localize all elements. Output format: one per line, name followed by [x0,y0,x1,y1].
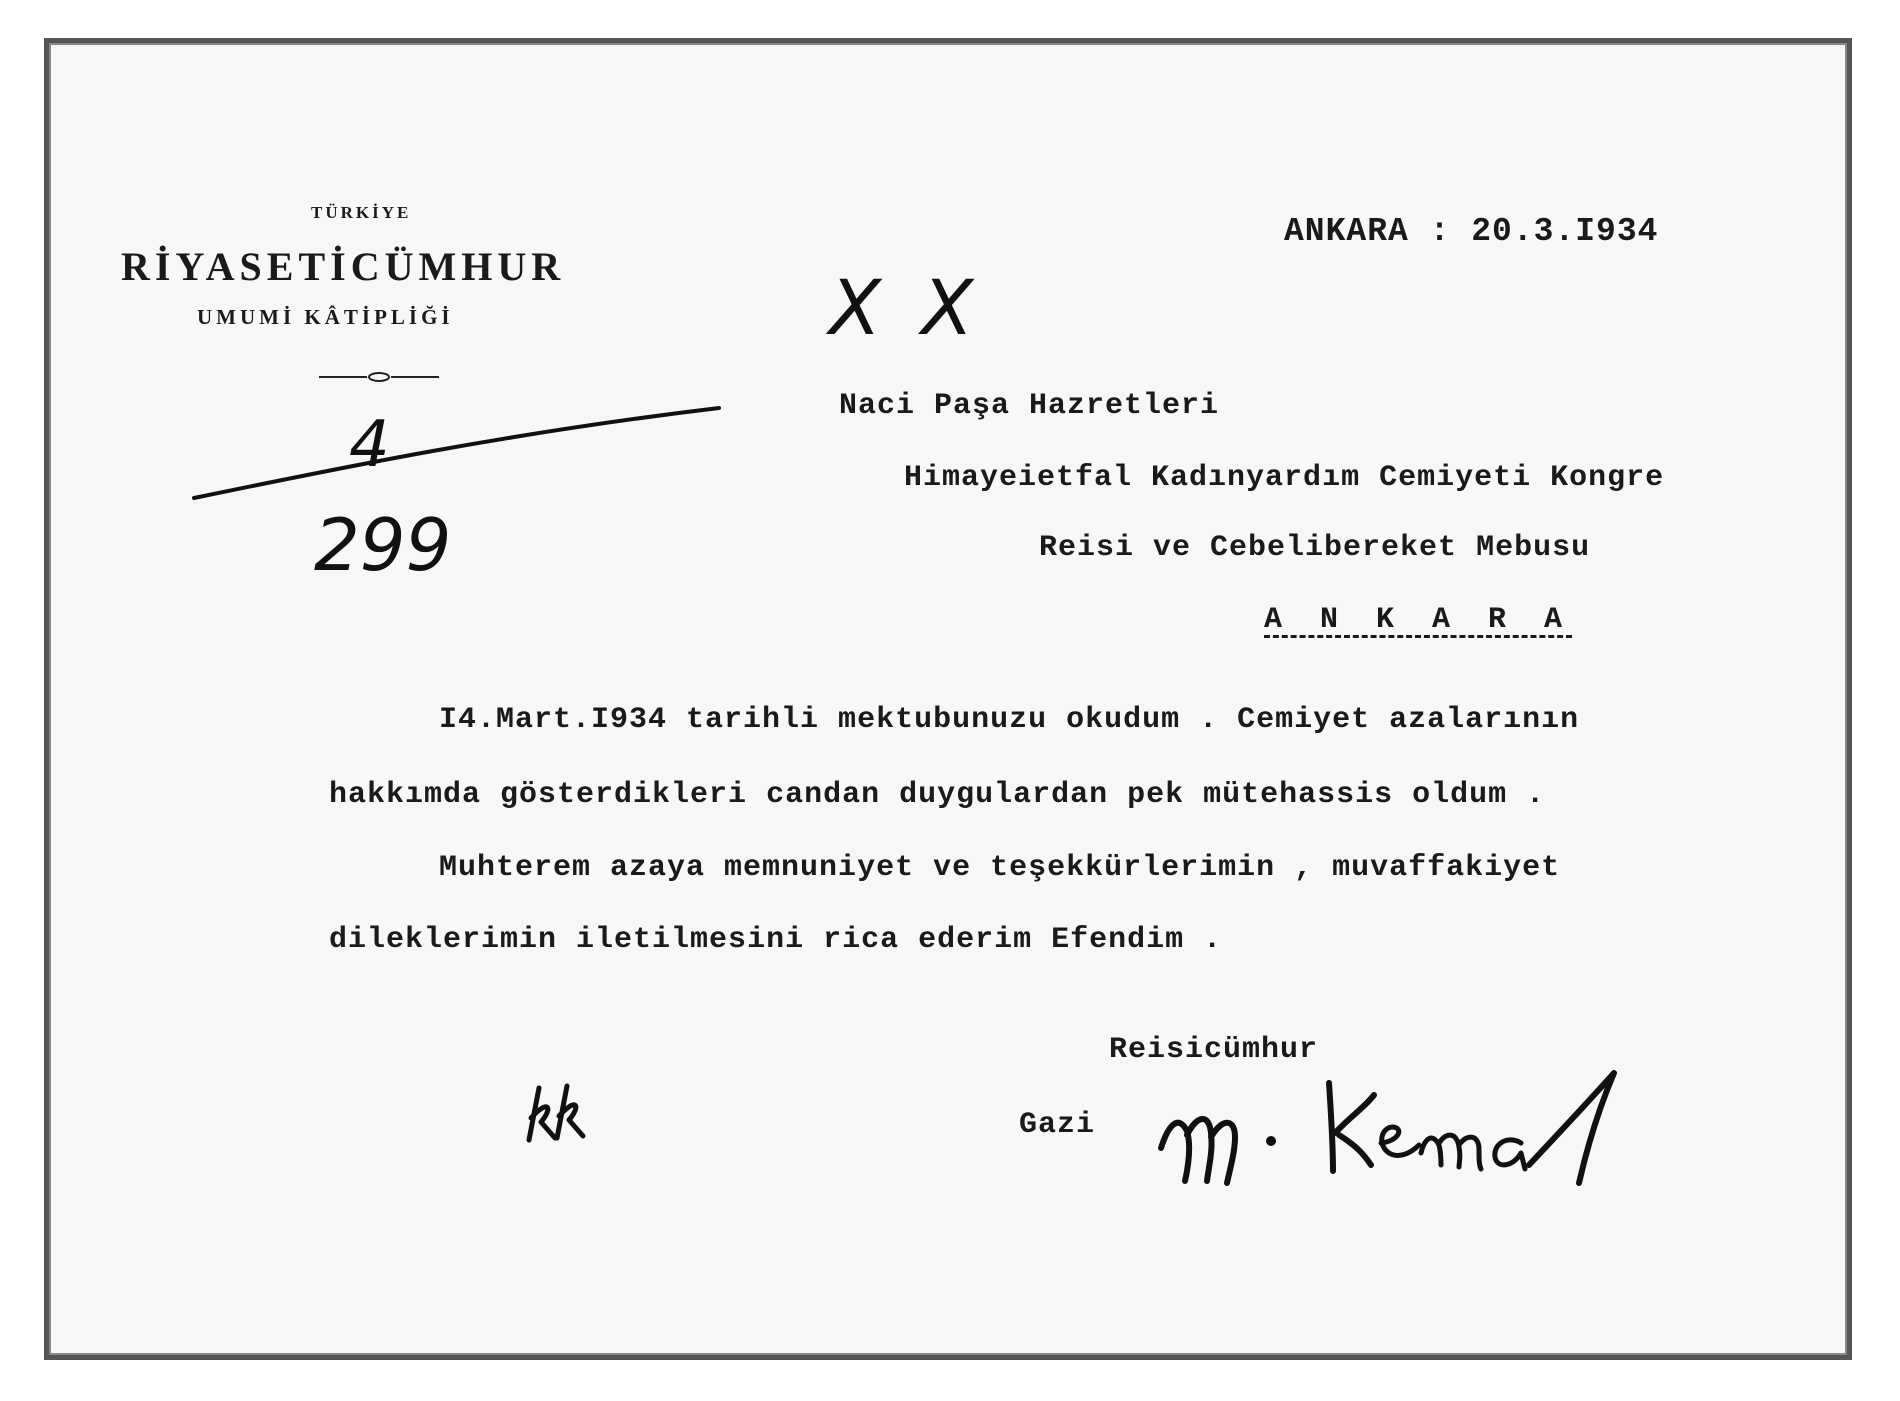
signature-title: Reisicümhur [1109,1033,1319,1067]
body-line-1: I4.Mart.I934 tarihli mektubunuzu okudum . Cemiyet azalarının [439,703,1580,737]
addressee-line-1: Naci Paşa Hazretleri [839,389,1220,423]
date-line: ANKARA : 20.3.I934 [1284,213,1659,250]
letterhead-department: UMUMİ KÂTİPLİĞİ [197,305,454,329]
letter-sheet [44,38,1852,1360]
addressee-line-3: Reisi ve Cebelibereket Mebusu [1039,531,1591,565]
signature-prefix: Gazi [1019,1108,1096,1142]
body-line-4: dileklerimin iletilmesini rica ederim Efendim . [329,923,1223,957]
letterhead-country: TÜRKİYE [311,203,412,222]
addressee-city: A N K A R A [1264,603,1573,637]
addressee-line-2: Himayeietfal Kadınyardım Cemiyeti Kongre [904,461,1665,495]
letterhead-divider [319,371,439,383]
signature-handwritten-name [1149,1053,1689,1203]
handwritten-division-line [189,398,729,508]
handwritten-xx-mark: X X [829,263,982,352]
body-line-2: hakkımda gösterdikleri candan duygulardan pek mütehassis oldum . [329,778,1546,812]
handwritten-number-bottom: 299 [314,503,452,587]
handwritten-initials [519,1078,599,1148]
body-line-3: Muhterem azaya memnuniyet ve teşekkürlerimin , muvaffakiyet [439,851,1561,885]
handwritten-number-top: 4 [349,408,390,482]
letterhead-office: RİYASETİCÜMHUR [121,244,566,289]
